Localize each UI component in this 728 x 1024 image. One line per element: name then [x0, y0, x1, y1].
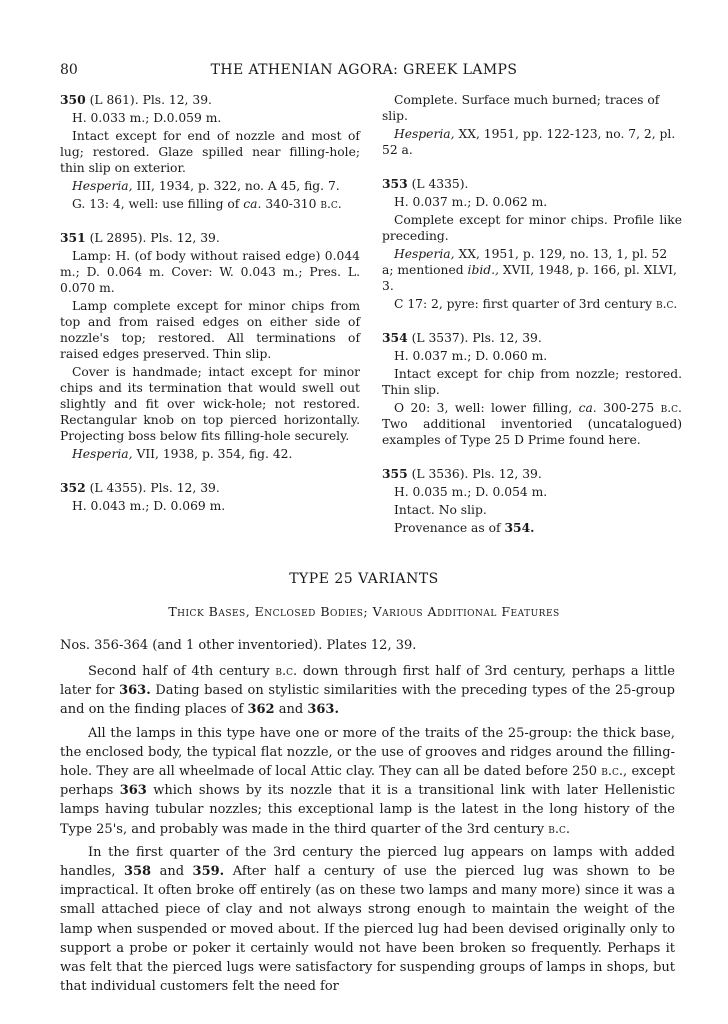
catalogue-entry-352-continued [382, 92, 682, 158]
era-label: b.c., [601, 764, 628, 780]
circa: ca. [578, 401, 597, 415]
description: Complete. Surface much burned; traces of slip. [382, 93, 660, 123]
provenance [382, 296, 682, 312]
description: Intact. No slip. [394, 503, 487, 517]
journal-title: Hesperia, [72, 447, 133, 461]
inventory-number: (L 2895). [89, 231, 147, 245]
reference-details: VII, 1938, p. 354, fig. 42. [136, 447, 293, 461]
journal-title: Hesperia, [394, 247, 455, 261]
era-label: b.c. [548, 821, 571, 837]
entry-number: 353 [382, 176, 408, 191]
provenance-text: Provenance as of [394, 521, 501, 535]
bibliography [60, 446, 360, 462]
provenance [382, 400, 682, 448]
description: Intact except for chip from nozzle; restored. Thin slip. [382, 367, 682, 397]
bibliography [60, 178, 360, 194]
text-run: All the lamps in this type have one or more of the traits of the 25-group: the thick base, the enclosed body, the typical flat nozzle, or the use of grooves and ridges around the filling-hole. They are all wheelmade of local Attic clay. They can all be dated before 250 [60, 725, 675, 780]
dimensions: H. 0.035 m.; D. 0.054 m. [394, 485, 548, 499]
date-range: 300-275 [603, 401, 655, 415]
entry-reference: 363. [119, 683, 151, 699]
dimensions: H. 0.037 m.; D. 0.062 m. [394, 195, 548, 209]
text-run: and [278, 702, 304, 718]
entry-number: 350 [60, 92, 86, 107]
section-subtitle: Thick Bases, Enclosed Bodies; Various Additional Features [168, 604, 560, 619]
catalogue-numbers-line: Nos. 356-364 (and 1 other inventoried). Plates 12, 39. [60, 638, 417, 653]
provenance-text: O 20: 3, well: lower filling, [394, 401, 573, 415]
text-run: and [159, 864, 185, 880]
text-run: except perhaps [60, 764, 675, 799]
catalogue-entry-351 [60, 230, 360, 462]
plates-ref: Pls. 12, 39. [150, 481, 220, 495]
description: Lamp complete except for minor chips from top and from raised edges on either side of nozzle's top; restored. All terminations of raised edges preserved. Thin slip. [60, 299, 360, 361]
provenance-note: Two additional inventoried (uncatalogued) examples of Type 25 D Prime found here. [382, 417, 682, 447]
inventory-number: (L 4335). [411, 177, 469, 191]
left-column [60, 92, 360, 532]
entry-number: 351 [60, 230, 86, 245]
entry-heading [60, 230, 360, 246]
dimensions: H. 0.043 m.; D. 0.069 m. [72, 499, 226, 513]
reference-details: XX, 1951, pp. 122-123, no. 7, 2, pl. 52 a. [382, 127, 676, 157]
inventory-number: (L 3537). [411, 331, 469, 345]
era-label: b.c. [660, 401, 682, 415]
text-run: which shows by its nozzle that it is a transitional link with later Hellenistic lamps having tubular nozzles; this exceptional lamp is the latest in the long history of the Type 25's, and probably was made in the third quarter of the 3rd century [60, 783, 675, 837]
entry-reference: 363. [307, 702, 340, 718]
reference-details: XX, 1951, p. 129, no. 13, 1, pl. 52 a; mentioned [382, 247, 668, 277]
paragraph [60, 662, 675, 720]
section-title: TYPE 25 VARIANTS [289, 571, 439, 587]
page-number: 80 [60, 62, 78, 78]
entry-heading [382, 466, 682, 482]
plates-ref: Pls. 12, 39. [472, 331, 542, 345]
body-text [60, 662, 675, 1000]
bibliography [382, 246, 682, 294]
provenance [60, 196, 360, 212]
description: Intact except for end of nozzle and most of lug; restored. Glaze spilled near filling-hole; thin slip on exterior. [60, 129, 360, 175]
description: Cover is handmade; intact except for minor chips and its termination that would swell out slightly and fit over wick-hole; not restored. Rectangular knob on top pierced horizontally. Projecting boss below fits filling-hole securely. [60, 365, 360, 443]
text-run: In the first quarter of the 3rd century the pierced lug appears on lamps with added handles, [60, 844, 675, 880]
catalogue-entry-353 [382, 176, 682, 312]
era-label: b.c. [320, 197, 342, 211]
text-run: down through first half of 3rd century, perhaps a little later for [60, 664, 676, 699]
reference-details: III, 1934, p. 322, no. A 45, fig. 7. [136, 179, 340, 193]
journal-title: Hesperia, [394, 127, 455, 141]
text-run: Second half of 4th century [88, 664, 270, 679]
entry-heading [60, 480, 360, 496]
text-run: After half a century of use the pierced lug was shown to be impractical. It often broke off entirely (as on these two lamps and many more) since it was a small attached piece of clay and not always strong enough to maintain the weight of the lamp when suspended or moved about. If the pierced lug had been devised originally only to support a probe or poker it certainly would not have been broken so frequently. Perhaps it was felt that the pierced lugs were satisfactory for suspending groups of lamps in shops, but that individual customers felt the need for [60, 864, 675, 995]
entry-reference: 358 [123, 864, 152, 880]
entry-number: 354 [382, 330, 408, 345]
inventory-number: (L 3536). [411, 467, 469, 481]
provenance-text: G. 13: 4, well: use filling of [72, 197, 240, 211]
ibid: ibid., [467, 263, 499, 277]
date-range: 340-310 [265, 197, 317, 211]
dimensions: Lamp: H. (of body without raised edge) 0.044 m.; D. 0.064 m. Cover: W. 0.043 m.; Pres. L. 0.070 m. [60, 249, 360, 295]
entry-reference: 354. [504, 520, 535, 535]
dimensions: H. 0.033 m.; D.0.059 m. [72, 111, 222, 125]
entry-reference: 359. [192, 864, 225, 880]
provenance-text: C 17: 2, pyre: first quarter of 3rd century [394, 297, 653, 311]
catalogue-entry-354 [382, 330, 682, 448]
plates-ref: Pls. 12, 39. [472, 467, 542, 481]
reference-details: XVII, 1948, p. 166, pl. XLVI, 3. [382, 263, 677, 293]
catalogue-entry-355 [382, 466, 682, 536]
catalogue-entry-350 [60, 92, 360, 212]
paragraph [60, 843, 675, 997]
bibliography [382, 126, 682, 158]
entry-number: 352 [60, 480, 86, 495]
inventory-number: (L 4355). [89, 481, 147, 495]
provenance [382, 520, 682, 536]
era-label: b.c. [655, 297, 678, 311]
entry-heading [60, 92, 360, 108]
description: Complete except for minor chips. Profile like preceding. [382, 213, 682, 243]
dimensions: H. 0.037 m.; D. 0.060 m. [394, 349, 548, 363]
circa: ca. [243, 197, 262, 211]
plates-ref: Pls. 12, 39. [142, 93, 212, 107]
entry-number: 355 [382, 466, 408, 481]
plates-ref: Pls. 12, 39. [150, 231, 220, 245]
entry-heading [382, 330, 682, 346]
entry-heading [382, 176, 682, 192]
running-head: THE ATHENIAN AGORA: GREEK LAMPS [210, 62, 518, 78]
era-label: b.c. [275, 664, 298, 679]
paragraph [60, 724, 675, 839]
catalogue-entry-352 [60, 480, 360, 514]
journal-title: Hesperia, [72, 179, 133, 193]
entry-reference: 362 [247, 702, 275, 718]
text-run: Dating based on stylistic similarities with the preceding types of the 25-group and on the finding places of [60, 683, 675, 718]
inventory-number: (L 861). [89, 93, 139, 107]
entry-reference: 363 [119, 783, 147, 799]
right-column [382, 92, 682, 554]
